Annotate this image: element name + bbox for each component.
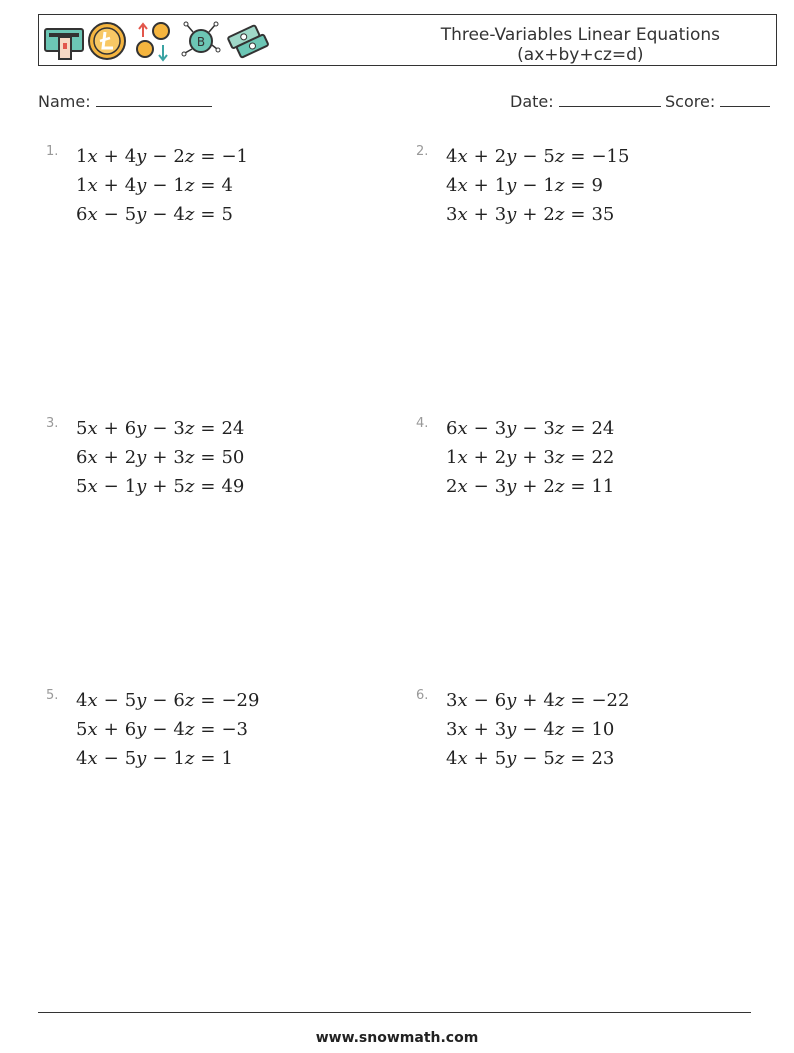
equals: = (200, 476, 216, 497)
var-z: z (554, 146, 565, 167)
sign-1: − (103, 476, 119, 497)
sign-2: + (522, 204, 538, 225)
const-d: 24 (221, 418, 245, 439)
equals: = (200, 719, 216, 740)
equals: = (570, 204, 586, 225)
coef-a: 4 (76, 748, 88, 769)
sign-2: − (152, 690, 168, 711)
var-x: x (87, 719, 98, 740)
equals: = (200, 690, 216, 711)
sign-1: − (103, 690, 119, 711)
sign-2: − (152, 204, 168, 225)
problem-number: 5. (46, 688, 59, 703)
var-x: x (87, 204, 98, 225)
equation-line (446, 447, 614, 468)
var-z: z (184, 204, 195, 225)
var-x: x (457, 447, 468, 468)
problem-6 (416, 688, 736, 804)
const-d: 49 (221, 476, 245, 497)
title-block (441, 25, 720, 65)
sign-1: + (103, 175, 119, 196)
const-d: −3 (221, 719, 248, 740)
problem-1 (46, 144, 366, 260)
problem-4 (416, 416, 736, 532)
equation-line (446, 204, 614, 225)
equation-line (76, 748, 233, 769)
var-z: z (554, 175, 565, 196)
sign-1: − (103, 748, 119, 769)
sign-1: + (103, 146, 119, 167)
coef-b: 5 (494, 748, 507, 769)
coef-c: 3 (543, 447, 555, 468)
coef-c: 2 (543, 204, 555, 225)
coef-a: 3 (446, 204, 458, 225)
sign-1: − (473, 418, 489, 439)
coef-b: 5 (124, 204, 137, 225)
coef-b: 2 (124, 447, 137, 468)
var-z: z (184, 146, 195, 167)
equals: = (200, 175, 216, 196)
coef-a: 5 (76, 418, 88, 439)
sign-2: + (522, 447, 538, 468)
coef-b: 6 (494, 690, 507, 711)
coef-a: 1 (76, 175, 88, 196)
sign-1: − (103, 204, 119, 225)
score-field[interactable] (665, 92, 770, 111)
var-y: y (136, 447, 147, 468)
equation-line (76, 690, 259, 711)
const-d: −15 (591, 146, 630, 167)
problem-number: 6. (416, 688, 429, 703)
equation-line (446, 690, 629, 711)
var-z: z (554, 748, 565, 769)
sign-1: + (473, 204, 489, 225)
coef-c: 6 (173, 690, 185, 711)
sign-2: − (152, 175, 168, 196)
sign-2: − (152, 719, 168, 740)
coef-a: 6 (446, 418, 458, 439)
coef-c: 2 (173, 146, 185, 167)
coef-b: 6 (124, 719, 137, 740)
equation-line (446, 175, 603, 196)
var-x: x (87, 146, 98, 167)
var-x: x (87, 690, 98, 711)
sign-2: − (152, 418, 168, 439)
coef-a: 4 (446, 748, 458, 769)
equation-line (446, 719, 614, 740)
currency-exchange-icon (133, 19, 173, 63)
var-z: z (184, 719, 195, 740)
coef-c: 2 (543, 476, 555, 497)
var-z: z (184, 476, 195, 497)
footer-website: www.snowmath.com (315, 1030, 479, 1046)
coef-c: 4 (173, 204, 185, 225)
var-z: z (184, 748, 195, 769)
coef-a: 4 (446, 146, 458, 167)
svg-text:B: B (196, 35, 206, 49)
date-label: Date: (510, 92, 554, 111)
coef-b: 4 (124, 175, 137, 196)
equals: = (570, 418, 586, 439)
const-d: 11 (591, 476, 615, 497)
score-blank[interactable] (720, 92, 770, 107)
var-x: x (457, 175, 468, 196)
coef-b: 3 (494, 719, 507, 740)
coef-a: 3 (446, 690, 458, 711)
problem-number: 1. (46, 144, 59, 159)
problem-3 (46, 416, 366, 532)
var-y: y (136, 418, 147, 439)
equation-line (76, 476, 244, 497)
const-d: 9 (591, 175, 603, 196)
equals: = (570, 175, 586, 196)
sign-2: + (522, 690, 538, 711)
const-d: −29 (221, 690, 260, 711)
coef-a: 6 (76, 204, 88, 225)
equation-line (446, 146, 629, 167)
coef-a: 4 (76, 690, 88, 711)
var-x: x (457, 690, 468, 711)
var-z: z (554, 690, 565, 711)
var-y: y (506, 719, 517, 740)
var-z: z (554, 204, 565, 225)
coef-c: 1 (543, 175, 555, 196)
worksheet-subtitle: (ax+by+cz=d) (517, 45, 644, 65)
coef-b: 3 (494, 476, 507, 497)
var-z: z (184, 175, 195, 196)
const-d: 10 (591, 719, 615, 740)
problem-2 (416, 144, 736, 260)
coef-c: 5 (173, 476, 185, 497)
equals: = (200, 418, 216, 439)
sign-2: − (152, 748, 168, 769)
var-y: y (506, 418, 517, 439)
equation-line (76, 447, 244, 468)
var-y: y (506, 175, 517, 196)
name-blank[interactable] (96, 92, 212, 107)
coef-b: 1 (494, 175, 507, 196)
const-d: 35 (591, 204, 615, 225)
problem-number: 4. (416, 416, 429, 431)
var-y: y (136, 204, 147, 225)
equation-line (446, 418, 614, 439)
equals: = (570, 748, 586, 769)
coef-c: 3 (173, 418, 185, 439)
coef-b: 1 (124, 476, 137, 497)
equation-line (76, 175, 233, 196)
equation-line (446, 748, 614, 769)
coef-c: 1 (173, 748, 185, 769)
var-z: z (554, 476, 565, 497)
coef-b: 6 (124, 418, 137, 439)
coef-c: 5 (543, 748, 555, 769)
sign-2: − (522, 418, 538, 439)
var-x: x (87, 447, 98, 468)
equals: = (200, 748, 216, 769)
coef-b: 2 (494, 146, 507, 167)
var-x: x (457, 748, 468, 769)
date-blank[interactable] (559, 92, 661, 107)
coef-a: 1 (76, 146, 88, 167)
footer-divider (38, 1012, 751, 1013)
var-y: y (136, 175, 147, 196)
sign-1: + (473, 146, 489, 167)
var-z: z (554, 719, 565, 740)
date-field[interactable] (510, 92, 661, 111)
var-y: y (506, 476, 517, 497)
equation-line (76, 418, 244, 439)
var-x: x (87, 175, 98, 196)
equals: = (200, 204, 216, 225)
problem-number: 3. (46, 416, 59, 431)
coef-b: 5 (124, 690, 137, 711)
equation-line (76, 719, 248, 740)
coef-c: 3 (173, 447, 185, 468)
var-x: x (87, 748, 98, 769)
var-y: y (506, 748, 517, 769)
sign-1: + (473, 447, 489, 468)
sign-2: + (522, 476, 538, 497)
const-d: 4 (221, 175, 233, 196)
sign-1: + (473, 719, 489, 740)
coef-c: 4 (543, 719, 555, 740)
sign-1: + (103, 447, 119, 468)
sign-2: + (152, 447, 168, 468)
const-d: 50 (221, 447, 245, 468)
const-d: −1 (221, 146, 248, 167)
problem-number: 2. (416, 144, 429, 159)
var-y: y (136, 476, 147, 497)
sign-2: − (522, 748, 538, 769)
coef-c: 4 (543, 690, 555, 711)
sign-2: − (522, 719, 538, 740)
worksheet-header (38, 14, 777, 66)
coef-a: 3 (446, 719, 458, 740)
problem-5 (46, 688, 366, 804)
var-x: x (457, 719, 468, 740)
equals: = (570, 447, 586, 468)
var-x: x (87, 418, 98, 439)
coef-b: 3 (494, 418, 507, 439)
coef-c: 1 (173, 175, 185, 196)
score-label: Score: (665, 92, 716, 111)
var-z: z (554, 418, 565, 439)
coef-b: 5 (124, 748, 137, 769)
name-label: Name: (38, 92, 91, 111)
var-y: y (506, 690, 517, 711)
bitcoin-network-icon (179, 19, 223, 63)
equation-line (76, 146, 248, 167)
var-z: z (184, 418, 195, 439)
coef-b: 4 (124, 146, 137, 167)
sign-2: − (152, 146, 168, 167)
var-z: z (184, 447, 195, 468)
var-y: y (136, 748, 147, 769)
coef-b: 2 (494, 447, 507, 468)
var-y: y (136, 146, 147, 167)
sign-1: + (103, 719, 119, 740)
var-z: z (554, 447, 565, 468)
var-x: x (457, 476, 468, 497)
coef-c: 5 (543, 146, 555, 167)
const-d: 5 (221, 204, 233, 225)
equals: = (570, 146, 586, 167)
var-x: x (87, 476, 98, 497)
var-y: y (506, 447, 517, 468)
litecoin-icon (87, 19, 127, 63)
sign-2: + (152, 476, 168, 497)
var-x: x (457, 146, 468, 167)
equals: = (570, 690, 586, 711)
const-d: 22 (591, 447, 615, 468)
var-x: x (457, 418, 468, 439)
sign-1: − (473, 476, 489, 497)
coef-a: 4 (446, 175, 458, 196)
sign-1: + (103, 418, 119, 439)
sign-2: − (522, 175, 538, 196)
const-d: 23 (591, 748, 615, 769)
var-y: y (136, 690, 147, 711)
money-bundle-icon (227, 19, 271, 63)
equals: = (200, 447, 216, 468)
const-d: 24 (591, 418, 615, 439)
equals: = (200, 146, 216, 167)
const-d: 1 (221, 748, 233, 769)
sign-1: + (473, 175, 489, 196)
sign-1: + (473, 748, 489, 769)
coef-b: 3 (494, 204, 507, 225)
name-field[interactable] (38, 92, 212, 111)
var-y: y (136, 719, 147, 740)
coef-a: 6 (76, 447, 88, 468)
worksheet-title: Three-Variables Linear Equations (440, 25, 720, 45)
var-y: y (506, 146, 517, 167)
equals: = (570, 719, 586, 740)
sign-1: − (473, 690, 489, 711)
var-z: z (184, 690, 195, 711)
var-y: y (506, 204, 517, 225)
coef-a: 2 (446, 476, 458, 497)
equation-line (76, 204, 233, 225)
equation-line (446, 476, 614, 497)
coef-c: 4 (173, 719, 185, 740)
sign-2: − (522, 146, 538, 167)
const-d: −22 (591, 690, 630, 711)
coef-a: 5 (76, 476, 88, 497)
equals: = (570, 476, 586, 497)
atm-card-icon (43, 19, 85, 63)
header-icons (43, 19, 273, 63)
var-x: x (457, 204, 468, 225)
coef-a: 5 (76, 719, 88, 740)
coef-c: 3 (543, 418, 555, 439)
coef-a: 1 (446, 447, 458, 468)
